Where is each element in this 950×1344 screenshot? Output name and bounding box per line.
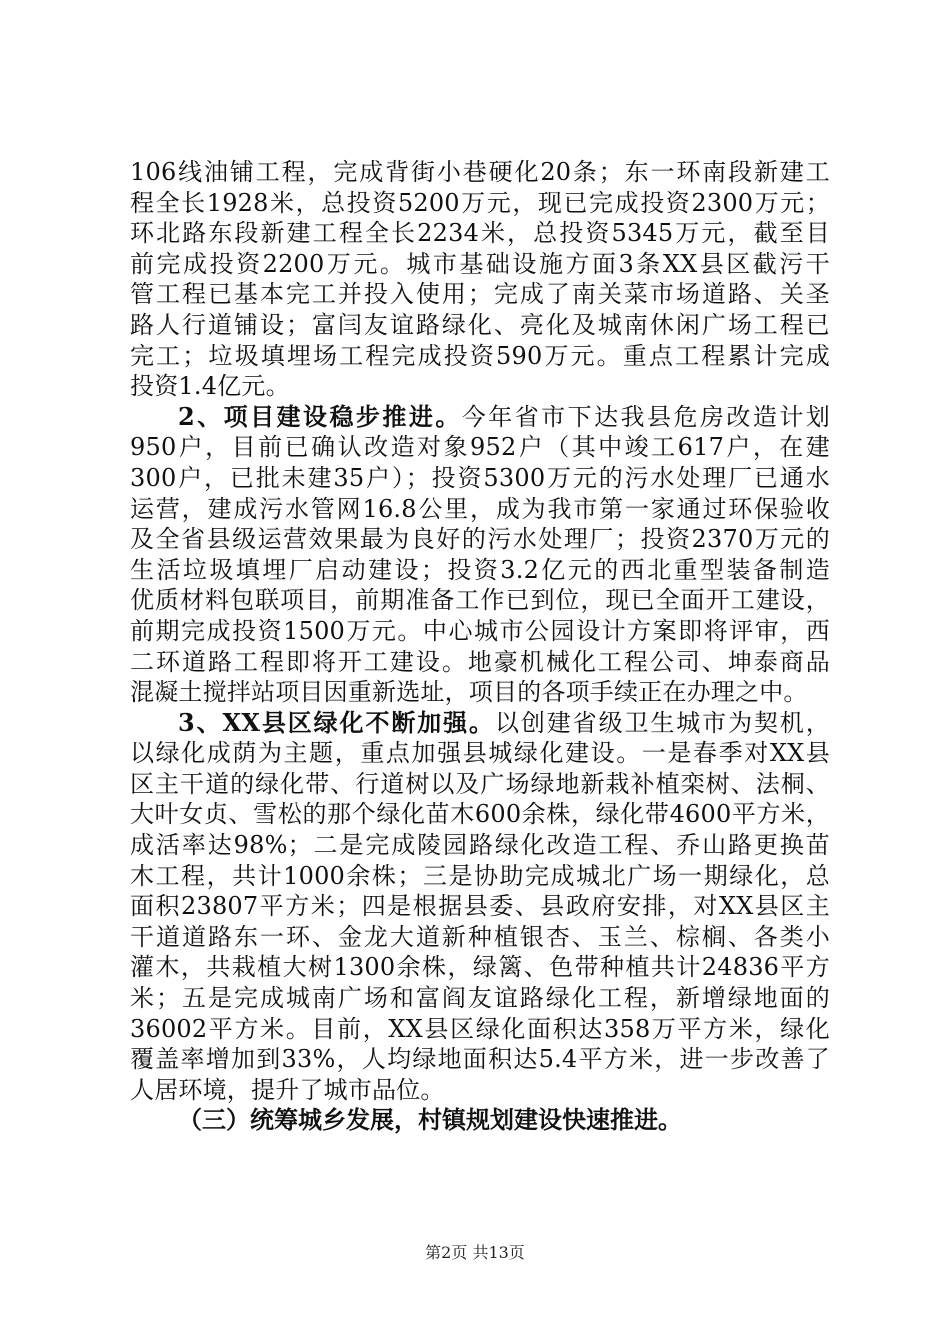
text-line: 管工程已基本完工并投入使用；完成了南关菜市场道路、关圣 [130, 280, 830, 309]
text-line: 950户，目前已确认改造对象952户（其中竣工617户，在建 [130, 433, 830, 462]
text-line: 覆盖率增加到33%，人均绿地面积达5.4平方米，进一步改善了 [130, 1045, 830, 1074]
text-line: 36002平方米。目前，XX县区绿化面积达358万平方米，绿化 [130, 1014, 830, 1043]
text-line: 106线油铺工程，完成背街小巷硬化20条；东一环南段新建工 [130, 158, 830, 186]
text-line: 大叶女贞、雪松的那个绿化苗木600余株，绿化带4600平方米， [130, 800, 830, 829]
text-line: 以绿化成荫为主题，重点加强县城绿化建设。一是春季对XX县 [130, 739, 830, 768]
paragraph-text: 以创建省级卫生城市为契机， [494, 708, 830, 737]
text-line: 成活率达98%；二是完成陵园路绿化改造工程、乔山路更换苗 [130, 831, 830, 860]
paragraph-first-line [130, 708, 830, 739]
text-line: 混凝土搅拌站项目因重新选址，项目的各项手续正在办理之中。 [130, 678, 808, 707]
text-line: 及全省县级运营效果最为良好的污水处理厂；投资2370万元的 [130, 525, 830, 554]
text-line: 区主干道的绿化带、行道树以及广场绿地新栽补植栾树、法桐、 [130, 769, 830, 798]
paragraph-urban-works [130, 157, 830, 402]
text-line: 路人行道铺设；富闫友谊路绿化、亮化及城南休闲广场工程已 [130, 310, 830, 339]
paragraph-greening [130, 708, 830, 1106]
text-line: 优质材料包联项目，前期准备工作已到位，现已全面开工建设， [130, 586, 830, 615]
paragraph-heading: 3、XX县区绿化不断加强。 [178, 707, 495, 737]
paragraph-heading: 2、项目建设稳步推进。 [178, 401, 462, 431]
text-line: 300户，已批未建35户）；投资5300万元的污水处理厂已通水 [130, 463, 830, 492]
text-line: 前完成投资2200万元。城市基础设施方面3条XX县区截污干 [130, 249, 830, 278]
text-line: 前期完成投资1500万元。中心城市公园设计方案即将评审，西 [130, 616, 830, 645]
document-body [130, 157, 830, 1136]
section-heading: （三）统筹城乡发展，村镇规划建设快速推进。 [178, 1105, 682, 1135]
paragraph-project-construction [130, 402, 830, 708]
page-footer: 第2页 共13页 [425, 1243, 525, 1262]
paragraph-first-line [130, 402, 830, 433]
text-line: 干道道路东一环、金龙大道新种植银杏、玉兰、棕榈、各类小 [130, 922, 830, 951]
text-line: 生活垃圾填埋厂启动建设；投资3.2亿元的西北重型装备制造 [130, 555, 830, 584]
text-line: 完工；垃圾填埋场工程完成投资590万元。重点工程累计完成 [130, 341, 830, 370]
text-line: 灌木，共栽植大树1300余株，绿篱、色带种植共计24836平方 [130, 953, 830, 982]
text-line: 木工程，共计1000余株；三是协助完成城北广场一期绿化，总 [130, 861, 830, 890]
text-line: 人居环境，提升了城市品位。 [130, 1075, 445, 1104]
text-line: 二环道路工程即将开工建设。地豪机械化工程公司、坤泰商品 [130, 647, 830, 676]
text-line: 米；五是完成城南广场和富阎友谊路绿化工程，新增绿地面的 [130, 984, 830, 1013]
text-line: 投资1.4亿元。 [130, 372, 290, 401]
text-line: 程全长1928米，总投资5200万元，现已完成投资2300万元； [130, 188, 830, 217]
paragraph-text: 今年省市下达我县危房改造计划 [461, 402, 830, 431]
text-line: 环北路东段新建工程全长2234米，总投资5345万元，截至目 [130, 219, 830, 248]
text-line: 运营，建成污水管网16.8公里，成为我市第一家通过环保验收 [130, 494, 830, 523]
text-line: 面积23807平方米；四是根据县委、县政府安排，对XX县区主 [130, 892, 830, 921]
